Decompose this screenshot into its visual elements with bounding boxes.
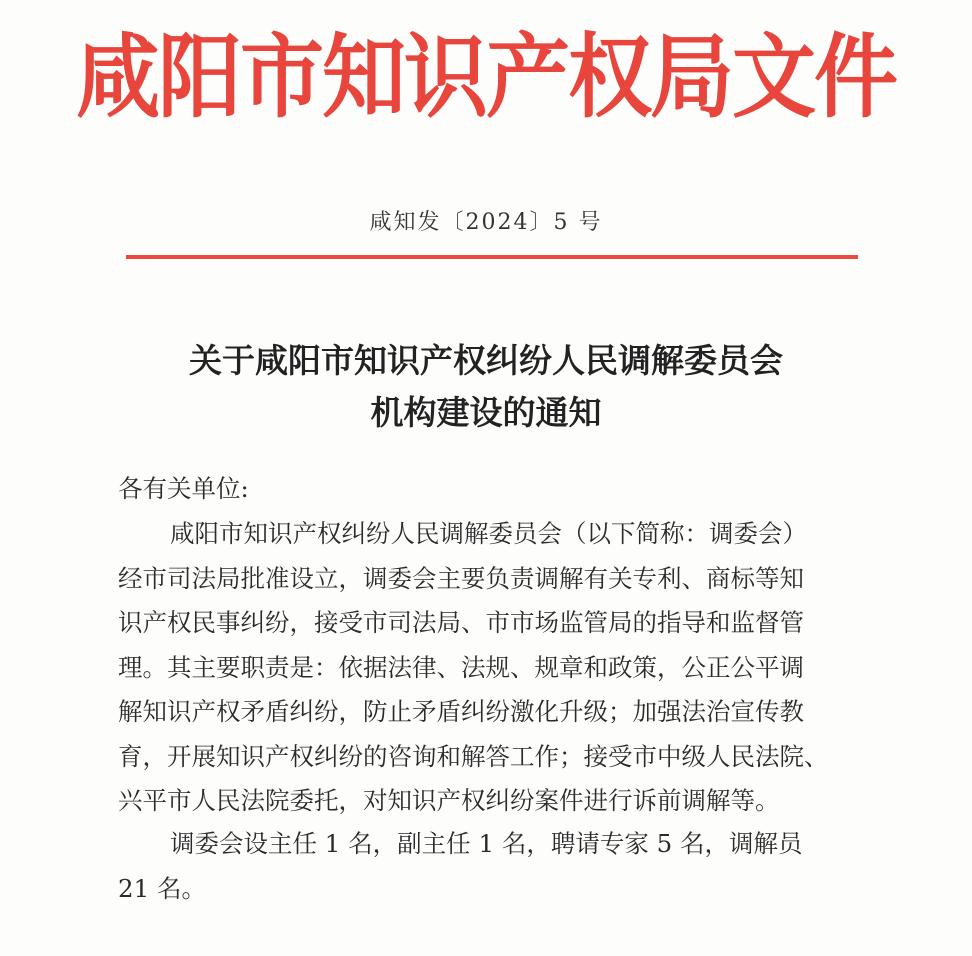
paragraph-line: 21 名。 <box>118 873 206 903</box>
salutation: 各有关单位: <box>118 474 249 503</box>
paragraph-line: 解知识产权矛盾纠纷，防止矛盾纠纷激化升级；加强法治宣传教 <box>118 697 804 726</box>
masthead-title: 咸阳市知识产权局文件 <box>75 24 896 131</box>
document-number: 咸知发〔2024〕5 号 <box>369 210 603 235</box>
notice-title-line-1: 关于咸阳市知识产权纠纷人民调解委员会 <box>189 341 783 380</box>
paragraph-line: 识产权民事纠纷，接受市司法局、市市场监管局的指导和监督管 <box>118 608 804 637</box>
paragraph-2 <box>118 822 878 911</box>
paragraph-line: 经市司法局批准设立，调委会主要负责调解有关专利、商标等知 <box>118 563 804 593</box>
paragraph-line: 咸阳市知识产权纠纷人民调解委员会（以下简称：调委会） <box>170 519 807 548</box>
notice-title-line-2: 机构建设的通知 <box>370 393 602 432</box>
paragraph-1 <box>118 512 878 824</box>
paragraph-line: 兴平市人民法院委托，对知识产权纠纷案件进行诉前调解等。 <box>118 786 780 815</box>
paragraph-line: 育，开展知识产权纠纷的咨询和解答工作；接受市中级人民法院、 <box>118 741 829 771</box>
red-divider-line <box>126 255 858 259</box>
paragraph-line: 理。其主要职责是：依据法律、法规、规章和政策，公正公平调 <box>118 652 804 682</box>
paragraph-line: 调委会设主任 1 名，副主任 1 名，聘请专家 5 名，调解员 <box>170 829 803 858</box>
